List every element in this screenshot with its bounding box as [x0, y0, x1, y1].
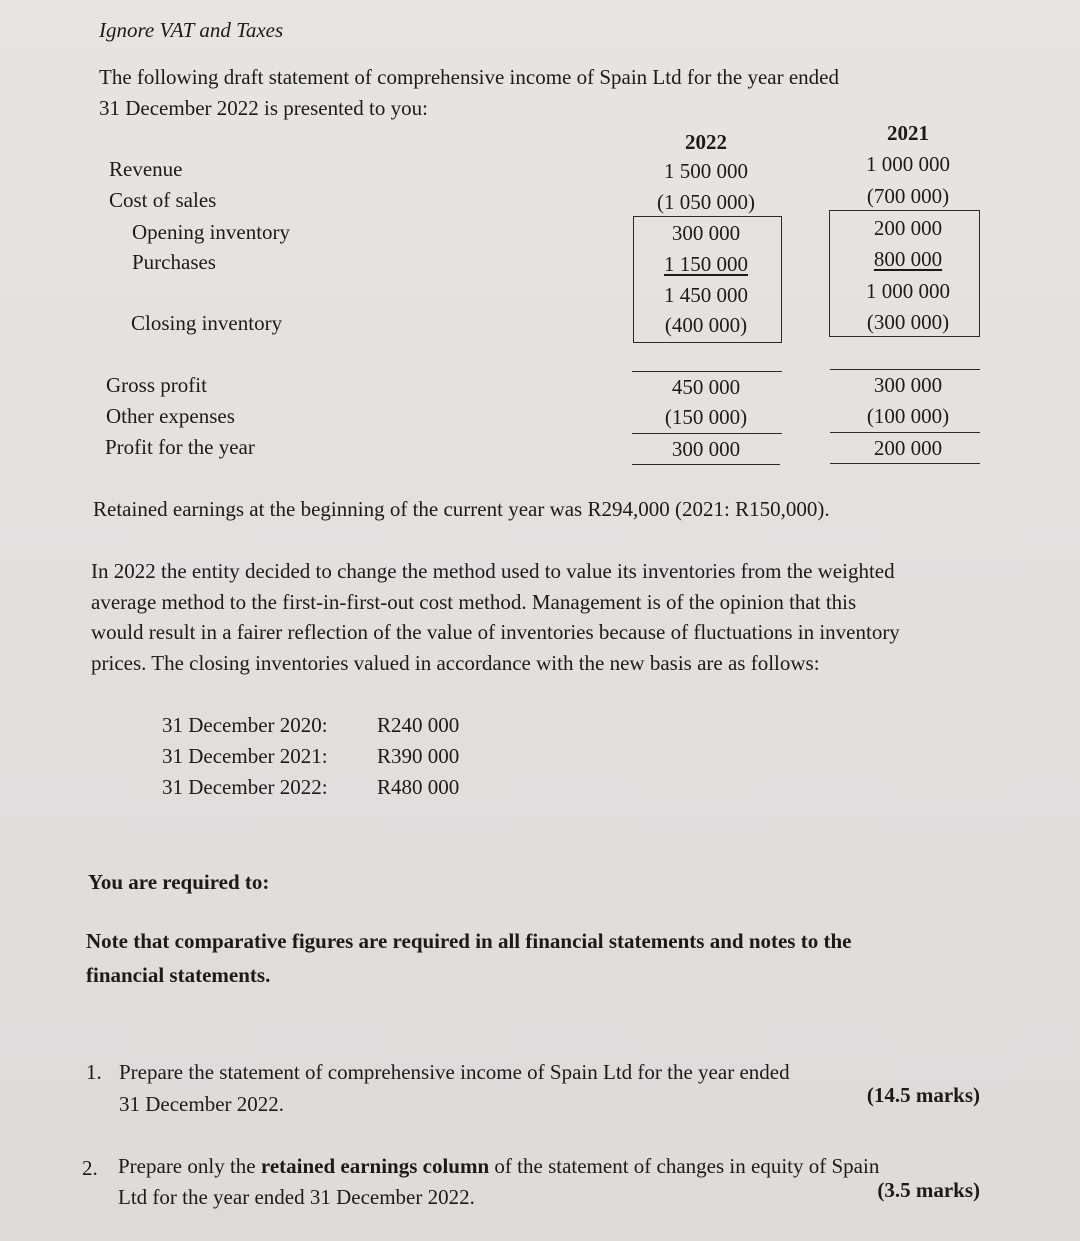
required-note-line-2: financial statements. [86, 963, 271, 987]
value-2022-closing-inventory: (400 000) [664, 313, 748, 337]
rule-2022-profit-top [632, 433, 782, 434]
change-paragraph-line-3: would result in a fairer reflection of the value of inventories because of fluctuations in inventory [91, 620, 900, 644]
row-label-gross-profit: Gross profit [106, 373, 207, 397]
q2-pre-text: Prepare only the [118, 1154, 256, 1178]
value-2022-cost-of-sales: (1 050 000) [657, 190, 755, 214]
rule-2021-profit-top [830, 432, 980, 433]
q2-marks: (3.5 marks) [877, 1178, 980, 1202]
intro-line-1: The following draft statement of comprehensive income of Spain Ltd for the year ended [99, 65, 840, 89]
q1-number: 1. [86, 1060, 102, 1084]
inventory-value-2021: R390 000 [377, 744, 460, 768]
value-2021-profit: 200 000 [873, 436, 943, 460]
value-2021-opening-inventory: 200 000 [873, 216, 943, 240]
rule-2022-gross [632, 371, 782, 372]
q1-line-1: Prepare the statement of comprehensive income of Spain Ltd for the year ended [119, 1060, 790, 1084]
value-2021-cost-of-sales: (700 000) [866, 184, 950, 208]
row-label-other-expenses: Other expenses [106, 404, 235, 428]
q2-line-2: Ltd for the year ended 31 December 2022. [118, 1185, 475, 1209]
value-2021-subtotal: 1 000 000 [866, 279, 950, 303]
change-paragraph-line-1: In 2022 the entity decided to change the method used to value its inventories from the weighted [91, 559, 895, 583]
change-paragraph-line-2: average method to the first-in-first-out cost method. Management is of the opinion that this [91, 590, 857, 614]
row-label-profit: Profit for the year [105, 435, 255, 459]
retained-earnings-text: Retained earnings at the beginning of the current year was R294,000 (2021: R150,000). [93, 497, 830, 521]
q2-line-1 [118, 1154, 879, 1179]
value-2021-other-expenses: (100 000) [866, 404, 950, 428]
required-note-line-1: Note that comparative figures are required in all financial statements and notes to the [86, 929, 852, 953]
intro-line-2: 31 December 2022 is presented to you: [99, 96, 428, 120]
col-header-2021: 2021 [887, 121, 929, 145]
q2-post-text: of the statement of changes in equity of Spain [494, 1154, 880, 1178]
value-2021-purchases [836, 247, 980, 272]
value-2021-closing-inventory: (300 000) [866, 310, 950, 334]
inventory-date-2020: 31 December 2020: [162, 713, 328, 737]
value-2021-purchases-text: 800 000 [873, 247, 943, 271]
rule-2021-gross [830, 369, 980, 370]
value-2022-profit: 300 000 [671, 437, 741, 461]
row-label-cost-of-sales: Cost of sales [109, 188, 217, 212]
value-2021-gross-profit: 300 000 [873, 373, 943, 397]
col-header-2022: 2022 [685, 130, 727, 154]
q2-bold-text: retained earnings column [260, 1154, 490, 1178]
change-paragraph-line-4: prices. The closing inventories valued in accordance with the new basis are as follows: [91, 651, 820, 675]
value-2022-other-expenses: (150 000) [664, 405, 748, 429]
row-label-opening-inventory: Opening inventory [132, 220, 291, 244]
inventory-date-2021: 31 December 2021: [162, 744, 328, 768]
value-2022-gross-profit: 450 000 [671, 375, 741, 399]
row-label-closing-inventory: Closing inventory [131, 311, 283, 335]
q2-number: 2. [82, 1156, 98, 1180]
header-note: Ignore VAT and Taxes [99, 18, 284, 42]
value-2022-purchases [636, 252, 776, 277]
value-2021-revenue: 1 000 000 [866, 152, 950, 176]
inventory-value-2022: R480 000 [377, 775, 460, 799]
required-heading: You are required to: [88, 870, 270, 894]
value-2022-opening-inventory: 300 000 [671, 221, 741, 245]
inventory-value-2020: R240 000 [377, 713, 460, 737]
q1-marks: (14.5 marks) [866, 1083, 980, 1107]
rule-2021-profit-bottom [830, 463, 980, 464]
row-label-revenue: Revenue [109, 157, 183, 181]
row-label-purchases: Purchases [132, 250, 216, 274]
q1-line-2: 31 December 2022. [119, 1092, 285, 1116]
inventory-date-2022: 31 December 2022: [162, 775, 328, 799]
value-2022-subtotal: 1 450 000 [664, 283, 748, 307]
rule-2022-profit-bottom [632, 464, 780, 465]
value-2022-purchases-text: 1 150 000 [664, 252, 748, 276]
value-2022-revenue: 1 500 000 [664, 159, 748, 183]
